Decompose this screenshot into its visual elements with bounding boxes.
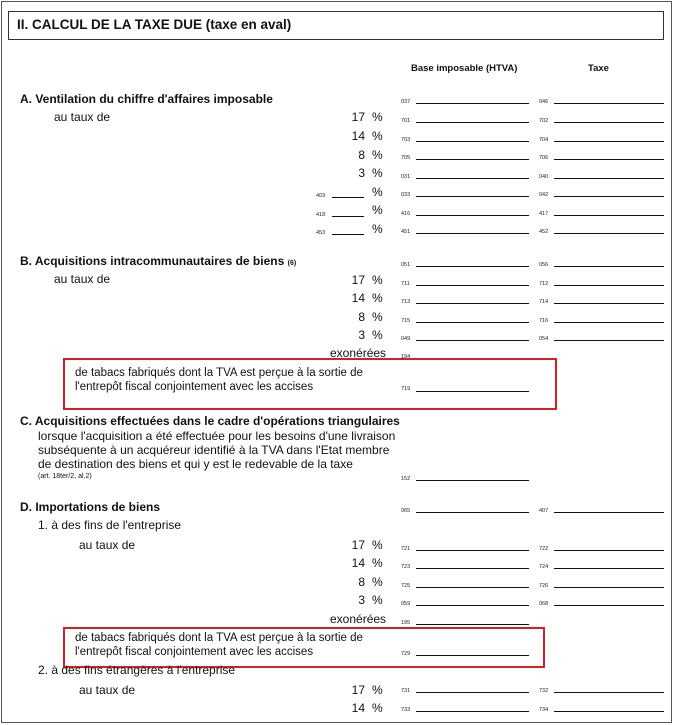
rate-value: 8 bbox=[358, 310, 365, 324]
section-c-text: lorsque l'acquisition a été effectuée pour les besoins d'une livraison bbox=[38, 429, 396, 443]
rate-value: 17 bbox=[351, 683, 365, 697]
base-input-line[interactable] bbox=[416, 303, 529, 304]
field-code: 719 bbox=[401, 386, 411, 392]
field-code: 194 bbox=[401, 354, 411, 360]
base-input-line[interactable] bbox=[416, 605, 529, 606]
field-code: 702 bbox=[539, 118, 549, 124]
field-code: 723 bbox=[401, 564, 411, 570]
tax-input-line[interactable] bbox=[554, 233, 664, 234]
base-input-line[interactable] bbox=[416, 322, 529, 323]
field-code: 724 bbox=[539, 564, 549, 570]
percent-sign: % bbox=[372, 683, 383, 697]
tax-input-line[interactable] bbox=[554, 322, 664, 323]
exempt-label: exonérées bbox=[330, 346, 387, 360]
tax-input-line[interactable] bbox=[554, 605, 664, 606]
field-code: 416 bbox=[401, 211, 411, 217]
percent-sign: % bbox=[372, 222, 383, 236]
field-code: 453 bbox=[316, 230, 326, 236]
tax-input-line[interactable] bbox=[554, 512, 664, 513]
rate-input-line[interactable] bbox=[332, 197, 364, 198]
field-code: 051 bbox=[401, 262, 411, 268]
tax-input-line[interactable] bbox=[554, 122, 664, 123]
section-d-sub2: 2. à des fins étrangères à l'entreprise bbox=[38, 663, 236, 677]
section-title: II. CALCUL DE LA TAXE DUE (taxe en aval) bbox=[17, 17, 292, 32]
section-b-heading: B. Acquisitions intracommunautaires de biens (6) bbox=[20, 254, 297, 268]
rate-value: 3 bbox=[358, 593, 365, 607]
percent-sign: % bbox=[372, 129, 383, 143]
base-input-line[interactable] bbox=[416, 122, 529, 123]
base-input-line[interactable] bbox=[416, 196, 529, 197]
exempt-label: exonérées bbox=[330, 612, 387, 626]
tobacco-text-line2: l'entrepôt fiscal conjointement avec les accises bbox=[75, 646, 314, 658]
field-code: 721 bbox=[401, 546, 411, 552]
tax-input-line[interactable] bbox=[554, 711, 664, 712]
field-code: 046 bbox=[539, 99, 549, 105]
section-title-box bbox=[8, 11, 664, 40]
tobacco-text-line2: l'entrepôt fiscal conjointement avec les accises bbox=[75, 381, 314, 393]
rate-value: 14 bbox=[351, 556, 365, 570]
tax-input-line[interactable] bbox=[554, 141, 664, 142]
percent-sign: % bbox=[372, 185, 383, 199]
tobacco-text-line1: de tabacs fabriqués dont la TVA est perçue à la sortie de bbox=[75, 632, 363, 644]
percent-sign: % bbox=[372, 538, 383, 552]
rate-input-line[interactable] bbox=[332, 234, 364, 235]
field-code: 703 bbox=[401, 137, 411, 143]
field-code: 706 bbox=[539, 155, 549, 161]
base-input-line[interactable] bbox=[416, 568, 529, 569]
field-code: 716 bbox=[539, 318, 549, 324]
rate-value: 14 bbox=[351, 701, 365, 715]
percent-sign: % bbox=[372, 310, 383, 324]
column-header-tax: Taxe bbox=[588, 63, 609, 74]
section-c-text: subséquente à un acquéreur identifié à la TVA dans l'Etat membre bbox=[38, 443, 390, 457]
rate-value: 17 bbox=[351, 110, 365, 124]
tax-input-line[interactable] bbox=[554, 303, 664, 304]
field-code: 056 bbox=[539, 262, 549, 268]
field-code: 726 bbox=[539, 583, 549, 589]
field-code: 713 bbox=[401, 299, 411, 305]
base-input-line[interactable] bbox=[416, 141, 529, 142]
percent-sign: % bbox=[372, 148, 383, 162]
field-code: 049 bbox=[401, 336, 411, 342]
field-code: 714 bbox=[539, 299, 549, 305]
field-code: 403 bbox=[316, 193, 326, 199]
field-code: 731 bbox=[401, 688, 411, 694]
section-c-heading: C. Acquisitions effectuées dans le cadre d'opérations triangulaires bbox=[20, 414, 400, 428]
field-code: 704 bbox=[539, 137, 549, 143]
column-header-base: Base imposable (HTVA) bbox=[411, 63, 518, 74]
field-code: 705 bbox=[401, 155, 411, 161]
field-code: 452 bbox=[539, 229, 549, 235]
tax-input-line[interactable] bbox=[554, 550, 664, 551]
field-code: 033 bbox=[401, 192, 411, 198]
section-d-heading: D. Importations de biens bbox=[20, 500, 161, 514]
field-code: 733 bbox=[401, 707, 411, 713]
section-d-rate-label: au taux de bbox=[79, 538, 136, 552]
field-code: 195 bbox=[401, 620, 411, 626]
rate-value: 17 bbox=[351, 273, 365, 287]
field-code: 037 bbox=[401, 99, 411, 105]
section-a-heading: A. Ventilation du chiffre d'affaires imposable bbox=[20, 92, 273, 106]
field-code: 701 bbox=[401, 118, 411, 124]
field-code: 732 bbox=[539, 688, 549, 694]
field-code: 451 bbox=[401, 229, 411, 235]
field-code: 734 bbox=[539, 707, 549, 713]
percent-sign: % bbox=[372, 166, 383, 180]
percent-sign: % bbox=[372, 701, 383, 715]
base-input-line[interactable] bbox=[416, 215, 529, 216]
rate-input-line[interactable] bbox=[332, 216, 364, 217]
percent-sign: % bbox=[372, 556, 383, 570]
base-input-line[interactable] bbox=[416, 587, 529, 588]
field-code: 711 bbox=[401, 281, 410, 287]
field-code: 040 bbox=[539, 174, 549, 180]
tax-input-line[interactable] bbox=[554, 159, 664, 160]
section-b-rate-label: au taux de bbox=[54, 272, 111, 286]
tax-input-line[interactable] bbox=[554, 178, 664, 179]
field-code: 152 bbox=[401, 476, 411, 482]
field-code: 418 bbox=[316, 212, 326, 218]
section-d-rate-label-2: au taux de bbox=[79, 683, 136, 697]
base-input-line[interactable] bbox=[416, 692, 529, 693]
field-code: 715 bbox=[401, 318, 411, 324]
base-input-line[interactable] bbox=[416, 266, 529, 267]
rate-value: 3 bbox=[358, 328, 365, 342]
base-input-line[interactable] bbox=[416, 285, 529, 286]
rate-value: 8 bbox=[358, 575, 365, 589]
percent-sign: % bbox=[372, 291, 383, 305]
section-c-ref: (art. 18ter/2, al.2) bbox=[38, 473, 92, 480]
rate-value: 17 bbox=[351, 538, 365, 552]
percent-sign: % bbox=[372, 328, 383, 342]
base-input-line[interactable] bbox=[416, 340, 529, 341]
base-input-line[interactable] bbox=[416, 480, 529, 481]
tax-input-line[interactable] bbox=[554, 215, 664, 216]
field-code: 042 bbox=[539, 192, 549, 198]
percent-sign: % bbox=[372, 203, 383, 217]
field-code: 059 bbox=[401, 601, 411, 607]
field-code: 068 bbox=[539, 601, 549, 607]
section-c-text: de destination des biens et qui y est le redevable de la taxe bbox=[38, 457, 353, 471]
field-code: 065 bbox=[401, 508, 411, 514]
base-input-line[interactable] bbox=[416, 178, 529, 179]
tax-input-line[interactable] bbox=[554, 568, 664, 569]
field-code: 054 bbox=[539, 336, 549, 342]
tax-input-line[interactable] bbox=[554, 285, 664, 286]
base-input-line[interactable] bbox=[416, 624, 529, 625]
tax-input-line[interactable] bbox=[554, 340, 664, 341]
base-input-line[interactable] bbox=[416, 550, 529, 551]
base-input-line[interactable] bbox=[416, 233, 529, 234]
percent-sign: % bbox=[372, 593, 383, 607]
field-code: 722 bbox=[539, 546, 549, 552]
field-code: 417 bbox=[539, 211, 549, 217]
tobacco-text-line1: de tabacs fabriqués dont la TVA est perçue à la sortie de bbox=[75, 367, 363, 379]
tax-input-line[interactable] bbox=[554, 692, 664, 693]
field-code: 407 bbox=[539, 508, 549, 514]
field-code: 712 bbox=[539, 281, 549, 287]
rate-value: 14 bbox=[351, 129, 365, 143]
percent-sign: % bbox=[372, 273, 383, 287]
tax-input-line[interactable] bbox=[554, 587, 664, 588]
section-a-rate-label: au taux de bbox=[54, 110, 111, 124]
base-input-line[interactable] bbox=[416, 711, 529, 712]
tax-input-line[interactable] bbox=[554, 266, 664, 267]
field-code: 725 bbox=[401, 583, 411, 589]
rate-value: 8 bbox=[358, 148, 365, 162]
base-input-line[interactable] bbox=[416, 159, 529, 160]
rate-value: 14 bbox=[351, 291, 365, 305]
percent-sign: % bbox=[372, 575, 383, 589]
base-input-line[interactable] bbox=[416, 103, 529, 104]
tax-input-line[interactable] bbox=[554, 103, 664, 104]
rate-value: 3 bbox=[358, 166, 365, 180]
base-input-line[interactable] bbox=[416, 512, 529, 513]
section-d-sub1: 1. à des fins de l'entreprise bbox=[38, 518, 182, 532]
tax-input-line[interactable] bbox=[554, 196, 664, 197]
field-code: 729 bbox=[401, 651, 411, 657]
percent-sign: % bbox=[372, 110, 383, 124]
field-code: 031 bbox=[401, 174, 411, 180]
